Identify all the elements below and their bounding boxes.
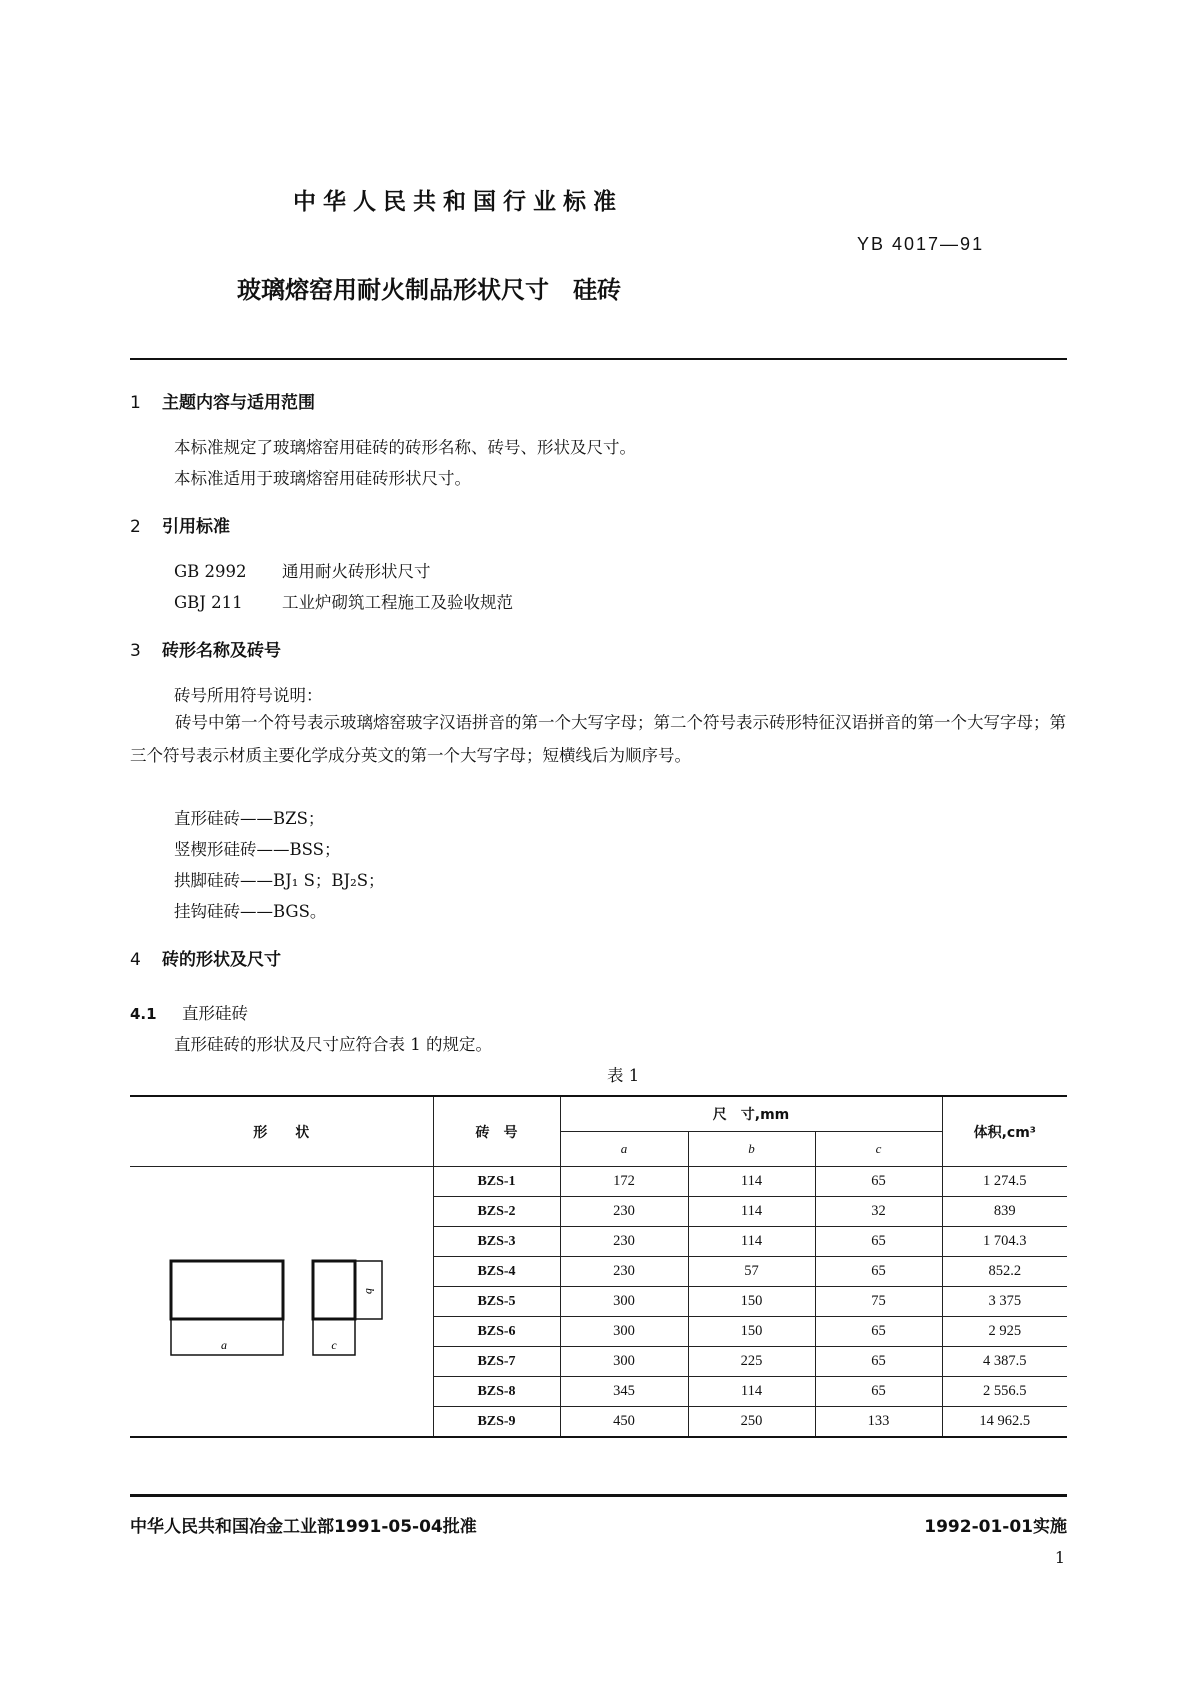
brick-code: BZS-7 — [433, 1347, 560, 1377]
brick-code: BZS-2 — [433, 1197, 560, 1227]
dim-a: 345 — [560, 1377, 688, 1407]
dim-b: 114 — [688, 1167, 815, 1197]
subsection-number: 4.1 — [130, 1005, 157, 1023]
brick-dimensions-table — [130, 1095, 1067, 1438]
dim-c: 65 — [815, 1377, 942, 1407]
dim-b: 250 — [688, 1407, 815, 1438]
dim-b: 114 — [688, 1227, 815, 1257]
label-a: a — [221, 1338, 228, 1352]
brick-code: BZS-8 — [433, 1377, 560, 1407]
dim-c: 65 — [815, 1347, 942, 1377]
brick-code: BZS-1 — [433, 1167, 560, 1197]
dim-b: 57 — [688, 1257, 815, 1287]
header-dimensions: 尺 寸,mm — [560, 1096, 942, 1132]
page-number: 1 — [1054, 1548, 1065, 1567]
header-a: a — [560, 1132, 688, 1167]
section-3-heading — [130, 636, 281, 661]
label-b: b — [363, 1288, 378, 1294]
dim-c: 65 — [815, 1317, 942, 1347]
section-number: 2 — [130, 517, 141, 537]
standard-number: YB 4017—91 — [857, 234, 985, 254]
table-row — [130, 1167, 1067, 1197]
dim-a: 230 — [560, 1197, 688, 1227]
section-title: 主题内容与适用范围 — [162, 393, 315, 413]
section-number: 3 — [130, 641, 141, 661]
table-caption: 表 1 — [607, 1066, 640, 1085]
dim-c: 133 — [815, 1407, 942, 1438]
dim-a: 450 — [560, 1407, 688, 1438]
symbol-intro: 砖号所用符号说明： — [174, 686, 323, 705]
brick-code: BZS-5 — [433, 1287, 560, 1317]
document-title: 玻璃熔窑用耐火制品形状尺寸 硅砖 — [237, 276, 621, 304]
dim-c: 75 — [815, 1287, 942, 1317]
shape-diagram-cell — [130, 1167, 433, 1438]
section-number: 1 — [130, 393, 141, 413]
dim-a: 230 — [560, 1227, 688, 1257]
dim-a: 300 — [560, 1287, 688, 1317]
brick-type-item: 挂钩硅砖——BGS。 — [174, 902, 327, 921]
dim-a: 300 — [560, 1347, 688, 1377]
dim-a: 300 — [560, 1317, 688, 1347]
reference-code: GBJ 211 — [174, 593, 243, 612]
volume: 4 387.5 — [942, 1347, 1067, 1377]
dim-b: 150 — [688, 1287, 815, 1317]
brick-code: BZS-3 — [433, 1227, 560, 1257]
symbol-explanation: 砖号中第一个符号表示玻璃熔窑玻字汉语拼音的第一个大写字母；第二个符号表示砖形特征汉语拼音的第一个大写字母；第三个符号表示材质主要化学成分英文的第一个大写字母；短横线后为顺序号。 — [130, 713, 1066, 765]
brick-code: BZS-6 — [433, 1317, 560, 1347]
dim-c: 65 — [815, 1257, 942, 1287]
dim-b: 114 — [688, 1377, 815, 1407]
dim-b: 150 — [688, 1317, 815, 1347]
section-1-heading — [130, 388, 315, 413]
reference-item — [174, 589, 513, 613]
dim-c: 65 — [815, 1167, 942, 1197]
dim-b: 114 — [688, 1197, 815, 1227]
header-divider — [130, 358, 1067, 360]
section-title: 砖形名称及砖号 — [162, 641, 281, 661]
volume: 3 375 — [942, 1287, 1067, 1317]
reference-item — [174, 558, 431, 582]
reference-title: 工业炉砌筑工程施工及验收规范 — [282, 593, 513, 612]
national-standard-heading: 中华人民共和国行业标准 — [293, 189, 623, 215]
brick-code: BZS-9 — [433, 1407, 560, 1438]
brick-code: BZS-4 — [433, 1257, 560, 1287]
header-volume: 体积,cm³ — [942, 1096, 1067, 1167]
dim-b: 225 — [688, 1347, 815, 1377]
volume: 852.2 — [942, 1257, 1067, 1287]
dim-a: 230 — [560, 1257, 688, 1287]
dim-c: 32 — [815, 1197, 942, 1227]
reference-title: 通用耐火砖形状尺寸 — [282, 562, 431, 581]
dim-a: 172 — [560, 1167, 688, 1197]
section-1-line-2: 本标准适用于玻璃熔窑用硅砖形状尺寸。 — [174, 469, 471, 488]
label-c: c — [331, 1338, 337, 1352]
dim-c: 65 — [815, 1227, 942, 1257]
header-code: 砖 号 — [433, 1096, 560, 1167]
section-1-line-1: 本标准规定了玻璃熔窑用硅砖的砖形名称、砖号、形状及尺寸。 — [174, 438, 636, 457]
brick-type-item: 直形硅砖——BZS； — [174, 809, 325, 828]
section-title: 引用标准 — [162, 517, 230, 537]
section-4-heading — [130, 945, 281, 970]
brick-type-item: 拱脚硅砖——BJ₁ S；BJ₂S； — [174, 871, 385, 890]
footer-divider — [130, 1494, 1067, 1497]
volume: 2 925 — [942, 1317, 1067, 1347]
header-shape: 形 状 — [130, 1096, 433, 1167]
subsection-4-1-text: 直形硅砖的形状及尺寸应符合表 1 的规定。 — [174, 1035, 492, 1054]
volume: 839 — [942, 1197, 1067, 1227]
approval-statement: 中华人民共和国冶金工业部1991-05-04批准 — [130, 1517, 477, 1537]
volume: 2 556.5 — [942, 1377, 1067, 1407]
section-title: 砖的形状及尺寸 — [162, 950, 281, 970]
header-b: b — [688, 1132, 815, 1167]
subsection-4-1-heading — [130, 1000, 248, 1024]
volume: 14 962.5 — [942, 1407, 1067, 1438]
straight-brick-diagram — [151, 1239, 411, 1359]
brick-type-item: 竖楔形硅砖——BSS； — [174, 840, 341, 859]
section-2-heading — [130, 512, 230, 537]
volume: 1 704.3 — [942, 1227, 1067, 1257]
header-c: c — [815, 1132, 942, 1167]
volume: 1 274.5 — [942, 1167, 1067, 1197]
subsection-title: 直形硅砖 — [182, 1004, 248, 1023]
effective-date: 1992-01-01实施 — [924, 1517, 1067, 1537]
section-number: 4 — [130, 950, 141, 970]
reference-code: GB 2992 — [174, 562, 247, 581]
